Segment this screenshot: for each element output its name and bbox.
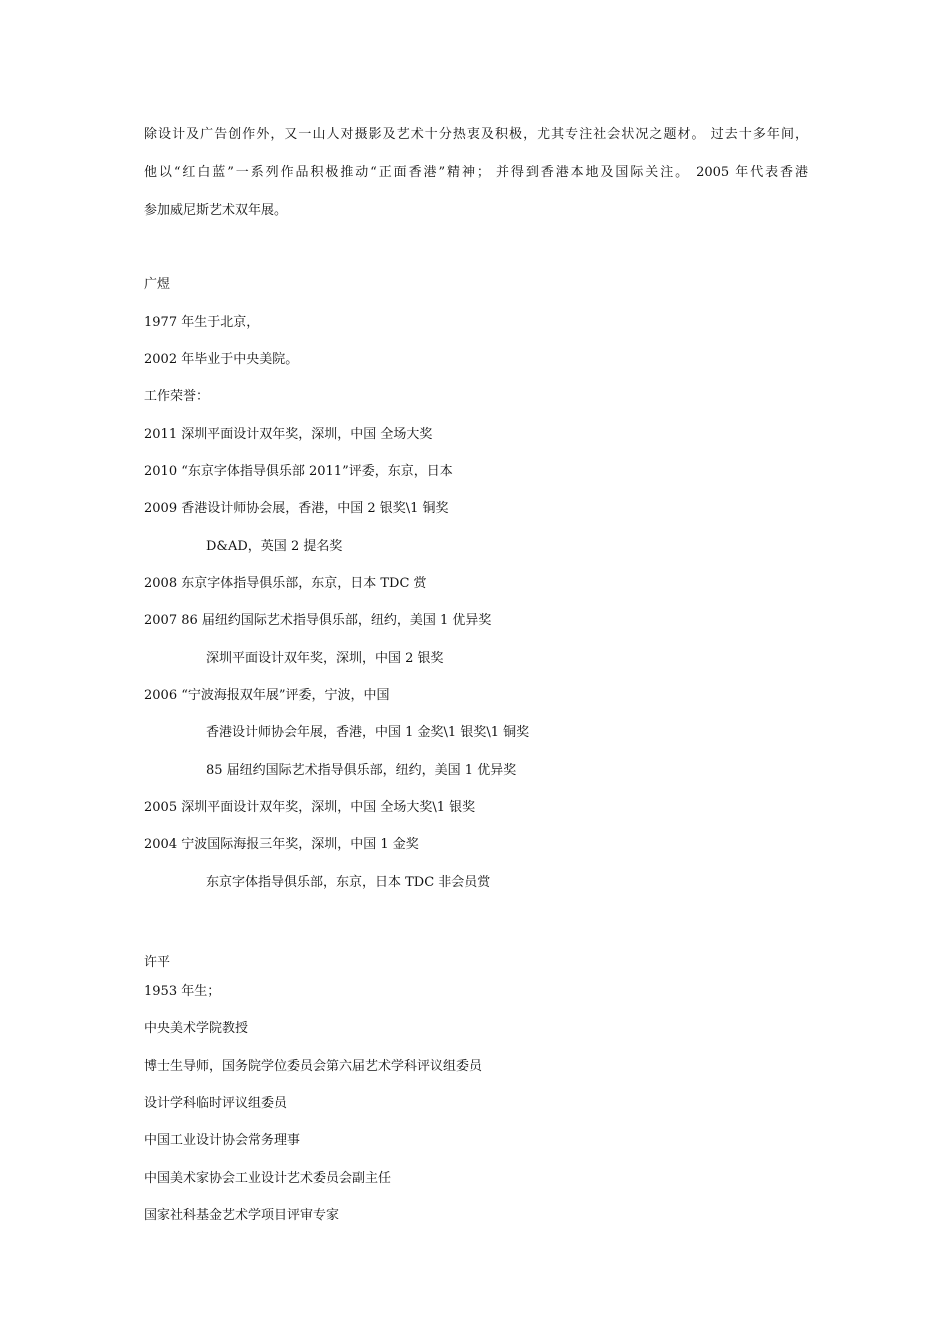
intro-line-2: 他以“红白蓝”一系列作品积极推动“正面香港”精神； 并得到香港本地及国际关注。 2005 年代表香港: [144, 165, 808, 180]
honor-item: 85 届纽约国际艺术指导俱乐部，纽约，美国 1 优异奖: [206, 763, 517, 778]
honor-item: D&AD，英国 2 提名奖: [206, 539, 343, 554]
honor-item: 2006 “宁波海报双年展”评委，宁波，中国: [144, 688, 390, 703]
honor-item: 香港设计师协会年展，香港，中国 1 金奖\1 银奖\1 铜奖: [206, 725, 530, 740]
honor-item: 2005 深圳平面设计双年奖，深圳，中国 全场大奖\1 银奖: [144, 800, 476, 815]
honor-item: 2010 “东京字体指导俱乐部 2011”评委，东京，日本: [144, 464, 453, 479]
person-name-xuping: 许平: [144, 955, 171, 970]
honor-item: 东京字体指导俱乐部，东京，日本 TDC 非会员赏: [206, 875, 491, 890]
honor-item: 2008 东京字体指导俱乐部，东京，日本 TDC 赏: [144, 576, 427, 591]
role-item: 国家社科基金艺术学项目评审专家: [144, 1208, 340, 1223]
honors-heading: 工作荣誉：: [144, 389, 210, 404]
intro-paragraph: [144, 126, 808, 226]
xuping-birth: 1953 年生；: [144, 984, 221, 999]
guangyu-graduation: 2002 年毕业于中央美院。: [144, 352, 299, 367]
honor-item: 2007 86 届纽约国际艺术指导俱乐部，纽约，美国 1 优异奖: [144, 613, 492, 628]
role-item: 中国美术家协会工业设计艺术委员会副主任: [144, 1171, 392, 1186]
honor-item: 2004 宁波国际海报三年奖，深圳，中国 1 金奖: [144, 837, 419, 852]
role-item: 博士生导师，国务院学位委员会第六届艺术学科评议组委员: [144, 1059, 483, 1074]
guangyu-birth: 1977 年生于北京，: [144, 315, 260, 330]
honor-item: 2011 深圳平面设计双年奖，深圳，中国 全场大奖: [144, 427, 433, 442]
role-item: 中国工业设计协会常务理事: [144, 1133, 301, 1148]
honor-item: 2009 香港设计师协会展，香港，中国 2 银奖\1 铜奖: [144, 501, 449, 516]
honor-item: 深圳平面设计双年奖，深圳，中国 2 银奖: [206, 651, 444, 666]
role-item: 中央美术学院教授: [144, 1021, 249, 1036]
person-name-guangyu: 广煜: [144, 277, 171, 292]
role-item: 设计学科临时评议组委员: [144, 1096, 288, 1111]
intro-line-1: 除设计及广告创作外，又一山人对摄影及艺术十分热衷及积极，尤其专注社会状况之题材。 过去十多年间，: [144, 127, 808, 142]
intro-line-3: 参加威尼斯艺术双年展。: [144, 203, 288, 218]
